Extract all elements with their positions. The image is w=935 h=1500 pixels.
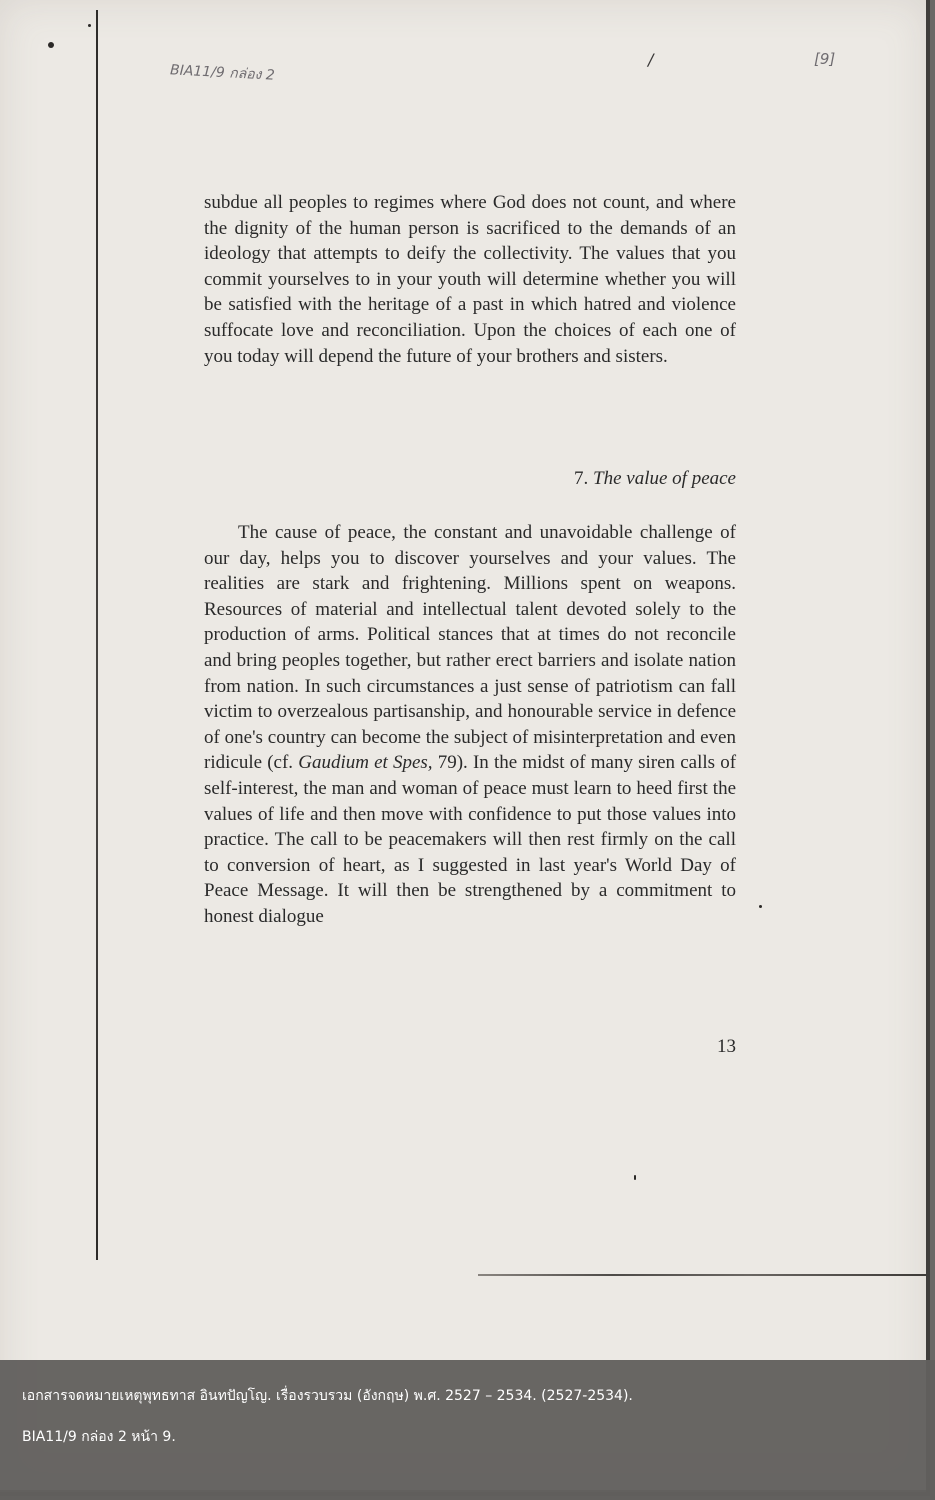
- archive-code-note: BIA11/9 กล่อง 2: [169, 62, 276, 84]
- paragraph-2-part-2: 79). In the midst of many siren calls of self-interest, the man and woman of peace must learn to heed first the values of life and then move with confidence to put those values into practice. The call to be peacemakers will then rest firmly on the call to conversion of heart, as I suggested in last year's World Day of Peace Message. It will then be strengthened by a commitment to honest dialogue: [204, 752, 737, 927]
- folio-number-note: [9]: [814, 50, 836, 68]
- section-title: The value of peace: [593, 468, 736, 489]
- caption-title: เอกสารจดหมายเหตุพุทธทาส อินทปัญโญ. เรื่องรวบรวม (อังกฤษ) พ.ศ. 2527 – 2534. (2527-2534).: [22, 1388, 633, 1404]
- page-number: 13: [717, 1036, 736, 1057]
- caption-bar: [0, 1360, 935, 1500]
- paragraph-2-part-1: The cause of peace, the constant and unavoidable challenge of our day, helps you to discover yourselves and your values. The realities are stark and frightening. Millions spent on weapons. Resources of material and intellectual talent devoted solely to the production of arms. Political stances that at times do not reconcile and bring peoples together, but rather erect barriers and isolate nation from nation. In such circumstances a just sense of patriotism can fall victim to overzealous partisanship, and honourable service in defence of one's country can become the subject of misinterpretation and even ridicule (cf.: [204, 522, 736, 774]
- section-number: 7.: [574, 468, 589, 489]
- citation: Gaudium et Spes,: [298, 752, 433, 774]
- caption-reference: BIA11/9 กล่อง 2 หน้า 9.: [22, 1429, 176, 1445]
- handwritten-mark: /: [648, 50, 654, 69]
- paragraph-1-text: subdue all peoples to regimes where God does not count, and where the dignity of the human person is sacrificed to the demands of an ideology that attempts to deify the collectivity. The values that you commit yourselves to in your youth will determine whether you will be satisfied with the heritage of a past in which hatred and violence suffocate love and reconciliation. Upon the choices of each one of you today will depend the future of your brothers and sisters.: [204, 192, 736, 367]
